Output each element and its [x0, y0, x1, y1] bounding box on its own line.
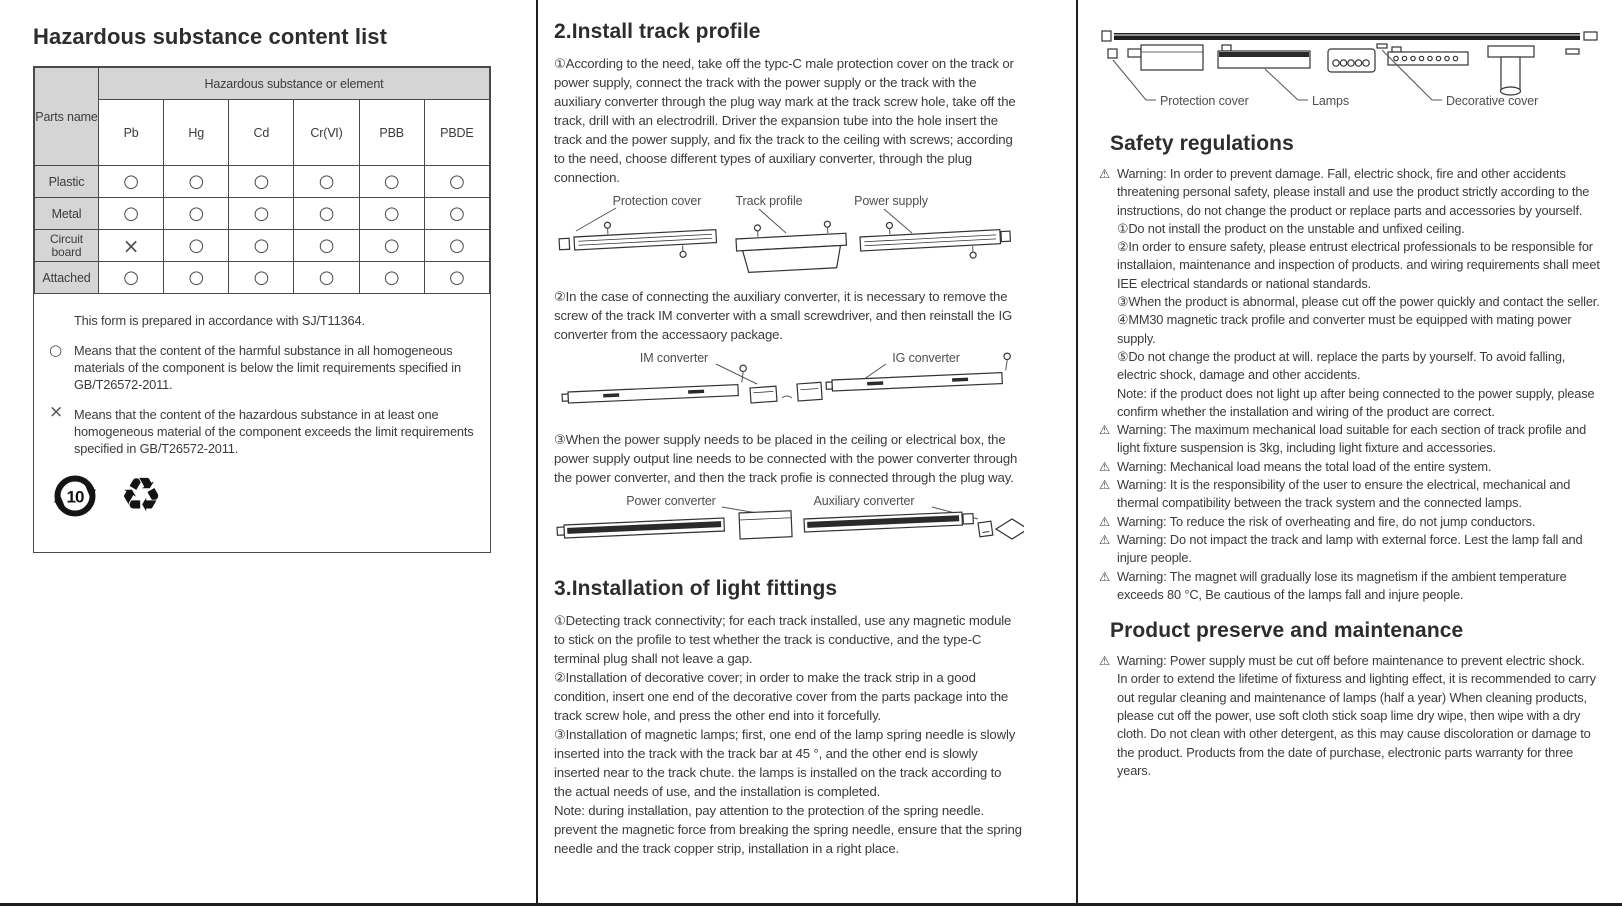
- safety-regulations-heading: Safety regulations: [1110, 132, 1294, 155]
- safety-warnings-list: [1100, 165, 1600, 604]
- cell-mark: ○: [294, 230, 359, 262]
- table-corner-header: Parts name: [35, 68, 99, 166]
- warning-triangle-icon: ⚠: [1099, 458, 1111, 474]
- warning-item: [1100, 458, 1600, 476]
- warning-text: ②In order to ensure safety, please entrust electrical professionals to be responsible for installaion, maintenance and inspection of products. and wiring requirements shall meet IEE electrical standards or national standards.: [1117, 239, 1600, 291]
- cross-mark-icon: ×: [49, 402, 64, 422]
- note-cross-meaning: [49, 402, 476, 457]
- section-2-step-2: ②In the case of connecting the auxiliary converter, it is necessary to remove the screw of the track IM converter with a small screwdriver, and then reinstall the IG converter from the accessaory package.: [554, 289, 1013, 342]
- warning-item: [1100, 513, 1600, 531]
- note-circle-meaning: [49, 341, 476, 393]
- cell-mark: ○: [359, 198, 424, 230]
- section-2-heading: 2.Install track profile: [554, 20, 761, 43]
- maintenance-paragraph: In order to extend the lifetime of fixturess and lighting effect, it is recommended to carry out regular cleaning and maintenance of lamps (half a year) When cleaning products, please cut off the power, use soft cloth stick soap lime dry wipe, then wipe with a dry cloth. Do not clean with other detergent, as this may cause discoloration or damage to the product. Products from the date of purchase, electronic parts warranty for three years.: [1117, 671, 1596, 778]
- spotlight-shape: [1488, 46, 1534, 95]
- track-assembly-diagram: [554, 189, 1024, 285]
- cell-mark: ○: [424, 166, 489, 198]
- linear-lamp-shape: [1218, 45, 1310, 68]
- maintenance-text: [1100, 670, 1600, 780]
- warning-triangle-icon: ⚠: [1099, 653, 1111, 669]
- track-lamps-diagram: [1100, 16, 1620, 126]
- cell-mark: ○: [359, 262, 424, 294]
- section-3-heading: 3.Installation of light fittings: [554, 577, 838, 600]
- warning-item: [1100, 348, 1600, 385]
- warning-text: Warning: It is the responsibility of the user to ensure the electrical, mechanical and thermal compatibility between the track system and the connected lamps.: [1117, 477, 1571, 511]
- cell-mark: ○: [424, 230, 489, 262]
- warning-text: Warning: To reduce the risk of overheating and fire, do not jump conductors.: [1117, 513, 1536, 529]
- table-notes: [49, 312, 476, 457]
- warning-triangle-icon: ⚠: [1099, 531, 1111, 547]
- row-label: Plastic: [35, 166, 99, 198]
- warning-triangle-icon: ⚠: [1099, 568, 1111, 584]
- table-row: [35, 230, 490, 262]
- section-2-step-1: ①According to the need, take off the typc-C male protection cover on the track or power supply, connect the track with the power supply or the track with the auxiliary converter through the plug way mark at the track screw hole, take off the track, drill with an electrodrill. Driver the expansion tube into the hole insert the track and the power supply, and fix the track to the ceiling with screws; according to the need, choose different types of auxiliary converter, through the plug connection.: [554, 56, 1016, 185]
- cell-mark: ○: [359, 166, 424, 198]
- warning-item: [1100, 568, 1600, 605]
- row-label: Metal: [35, 198, 99, 230]
- table-row: [35, 198, 490, 230]
- col-header-cd: Cd: [229, 100, 294, 166]
- warning-text: Note: if the product does not light up after being connected to the power supply, please confirm whether the installation and wiring of the product are correct.: [1117, 385, 1595, 419]
- section-3-step-1: ①Detecting track connectivity; for each track installed, use any magnetic module to stick on the profile to test whether the track is conductive, and the type-C terminal plug shall not leave a gap.: [554, 613, 1012, 666]
- col-header-pbb: PBB: [359, 100, 424, 166]
- magnetic-connector-shape: [1328, 49, 1375, 72]
- converter-swap-diagram: [554, 346, 1024, 428]
- grille-lamp-shape: [1388, 47, 1468, 65]
- column-divider: [536, 0, 538, 904]
- section-3-step-3: ③Installation of magnetic lamps; first, one end of the lamp spring needle is slowly inserted into the track with the track bar at 45 °, and the other end is slowly inserted near to the track chute. the lamps is installed on the track according to the actual needs of use, and the installation is completed.: [554, 727, 1016, 799]
- track-profile-label: Track profile: [735, 194, 803, 208]
- lamps-label: Lamps: [1312, 94, 1350, 108]
- hazardous-substance-table: [34, 67, 490, 294]
- compliance-marks: [52, 468, 490, 523]
- im-converter-label: IM converter: [639, 351, 709, 365]
- auxiliary-converter-label: Auxiliary converter: [813, 494, 915, 508]
- row-label: Circuit board: [35, 230, 99, 262]
- section-2-step-3: ③When the power supply needs to be placed in the ceiling or electrical box, the power supply output line needs to be connected with the power converter through the power converter, and then the track profie is connected through the plug way.: [554, 432, 1018, 485]
- warning-triangle-icon: ⚠: [1099, 422, 1111, 438]
- cell-mark: ○: [359, 230, 424, 262]
- cell-mark: ○: [164, 198, 229, 230]
- warning-text: Warning: Power supply must be cut off before maintenance to prevent electric shock.: [1117, 653, 1585, 669]
- note-text: Means that the content of the harmful substance in all homogeneous materials of the component is below the limit requirements specified in GB/T26572-2011.: [74, 343, 461, 392]
- note-text: This form is prepared in accordance with SJ/T11364.: [74, 313, 365, 328]
- hazardous-substance-column: [0, 0, 536, 903]
- col-header-pb: Pb: [99, 100, 164, 166]
- maintenance-heading: Product preserve and maintenance: [1110, 619, 1464, 643]
- warning-item: [1100, 421, 1600, 458]
- cell-mark: ○: [164, 230, 229, 262]
- cell-mark: ○: [99, 198, 164, 230]
- warning-text: Warning: The maximum mechanical load suitable for each section of track profile and light fixture suspension is 3kg, including light fixture and accessories.: [1117, 422, 1587, 456]
- ig-converter-label: IG converter: [892, 351, 960, 365]
- safety-column: [1078, 0, 1622, 903]
- table-group-header: Hazardous substance or element: [99, 68, 490, 100]
- decorative-cover-label: Decorative cover: [1446, 94, 1539, 108]
- warning-item: [1100, 476, 1600, 513]
- rohs-table-box: [33, 66, 491, 553]
- table-row: [35, 166, 490, 198]
- cell-mark: ○: [294, 262, 359, 294]
- circle-mark-icon: ○: [49, 341, 62, 359]
- table-row: [35, 262, 490, 294]
- epup-number: 10: [66, 487, 84, 507]
- cell-mark: ×: [99, 230, 164, 262]
- section-3-step-2: ②Installation of decorative cover; in order to make the track strip in a good condition, insert one end of the decorative cover from the parts package into the track screw hole, and press the other end into it forcefully.: [554, 670, 1009, 723]
- warning-text: ①Do not install the product on the unstable and unfixed ceiling.: [1117, 220, 1465, 236]
- cell-mark: ○: [99, 166, 164, 198]
- note-text: Means that the content of the hazardous substance in at least one homogeneous material of the component exceeds the limit requirements specified in GB/T26572-2011.: [74, 407, 474, 456]
- warning-item: [1100, 238, 1600, 293]
- install-instructions-column: [538, 0, 1076, 903]
- note-standard: [74, 312, 476, 329]
- recycle-icon: ♻: [120, 468, 162, 523]
- row-label: Attached: [35, 262, 99, 294]
- cell-mark: ○: [164, 262, 229, 294]
- page-title: Hazardous substance content list: [33, 24, 388, 49]
- cell-mark: ○: [229, 166, 294, 198]
- power-supply-shape: [1128, 45, 1203, 70]
- cell-mark: ○: [294, 166, 359, 198]
- warning-text: ④MM30 magnetic track profile and converter must be equipped with mating power supply.: [1117, 312, 1572, 346]
- warning-item: [1100, 531, 1600, 568]
- protection-cover-label: Protection cover: [612, 194, 702, 208]
- maintenance-list: [1100, 652, 1600, 780]
- warning-item: [1100, 165, 1600, 220]
- warning-triangle-icon: ⚠: [1099, 166, 1111, 181]
- warning-triangle-icon: ⚠: [1099, 477, 1111, 493]
- warning-text: Warning: Mechanical load means the total load of the entire system.: [1117, 458, 1492, 474]
- cell-mark: ○: [424, 262, 489, 294]
- cell-mark: ○: [229, 198, 294, 230]
- warning-text: Warning: Do not impact the track and lamp with external force. Lest the lamp fall and injure people.: [1117, 531, 1583, 566]
- warning-text: ③When the product is abnormal, please cut off the power quickly and contact the seller.: [1117, 294, 1600, 310]
- epup-10-icon: [52, 473, 98, 519]
- power-converter-label: Power converter: [626, 494, 716, 508]
- warning-item: [1100, 385, 1600, 422]
- cell-mark: ○: [294, 198, 359, 230]
- warning-item: [1100, 220, 1600, 238]
- power-supply-label: Power supply: [854, 194, 928, 208]
- warning-text: Warning: The magnet will gradually lose its magnetism if the ambient temperature exceeds 80 °C, Be cautious of the lamps fall and injure people.: [1117, 568, 1567, 602]
- page-bottom-rule: [0, 903, 1622, 906]
- column-divider: [1076, 0, 1078, 904]
- col-header-pbde: PBDE: [424, 100, 489, 166]
- cell-mark: ○: [99, 262, 164, 294]
- warning-triangle-icon: ⚠: [1099, 513, 1111, 529]
- warning-item: [1100, 293, 1600, 311]
- protection-cover-label: Protection cover: [1160, 94, 1249, 108]
- warning-item: [1100, 311, 1600, 348]
- cell-mark: ○: [424, 198, 489, 230]
- cell-mark: ○: [229, 262, 294, 294]
- col-header-hg: Hg: [164, 100, 229, 166]
- warning-text: Warning: In order to prevent damage. Fall, electric shock, fire and other accidents threatening personal safety, please install and use the product strictly according to the instructions, do not change the product or replace parts and accessories by yourself.: [1117, 166, 1590, 218]
- cell-mark: ○: [164, 166, 229, 198]
- cell-mark: ○: [229, 230, 294, 262]
- section-3-note: Note: during installation, pay attention to the protection of the spring needle. prevent the magnetic force from breaking the spring needle, ensure that the spring needle and the track copper strip, installation in a right place.: [554, 803, 1022, 856]
- col-header-cr: Cr(Ⅵ): [294, 100, 359, 166]
- warning-text: ⑤Do not change the product at will. replace the parts by yourself. To avoid falling, electric shock, damage and other accidents.: [1117, 348, 1566, 383]
- warning-item: [1100, 652, 1600, 670]
- power-converter-diagram: [554, 489, 1024, 555]
